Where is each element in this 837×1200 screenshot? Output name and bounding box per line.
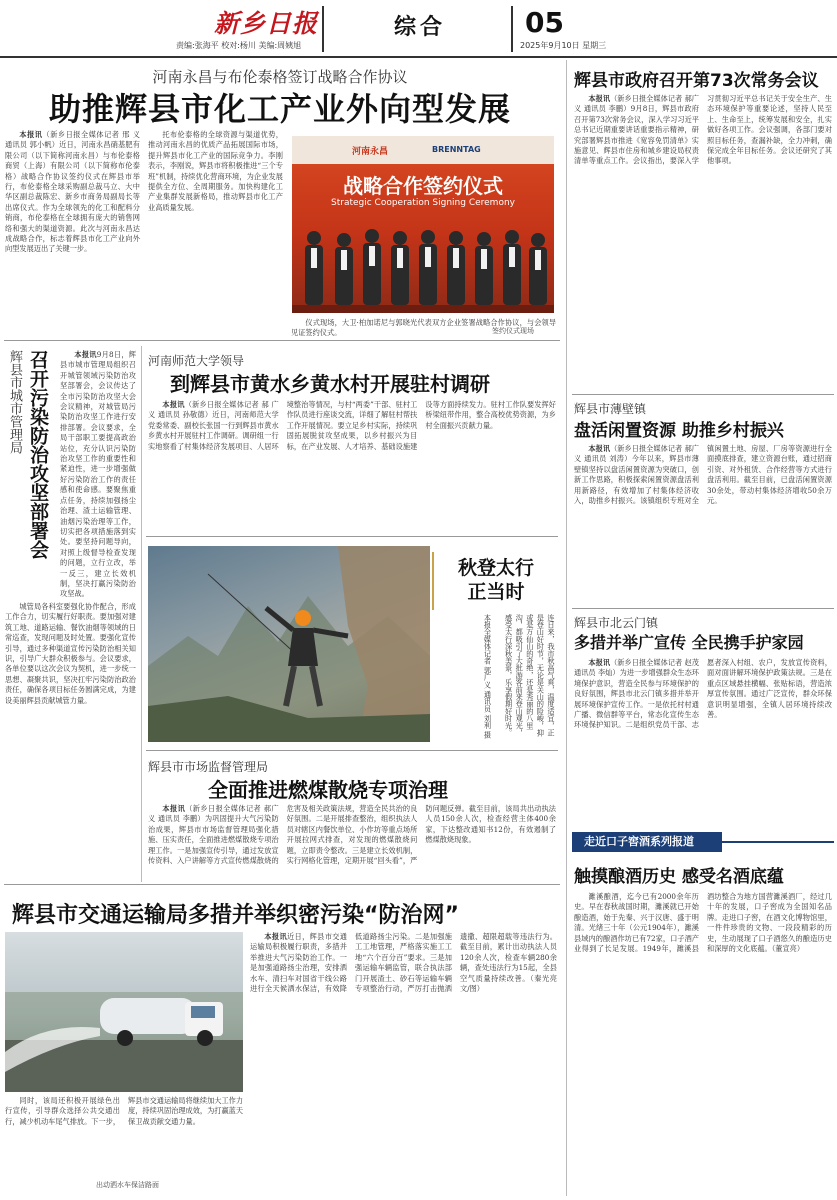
article1-col1: 本报讯（新乡日报全媒体记者 邢 义 通讯员 郭小帆）近日，河南永昌硝基肥有限公司（以下简称河南永昌）与布伦泰格商贸（上海）有限公司（以下简称布伦泰格）战略合作协议签约仪式在辉县市举行，布伦泰格全球采购副总裁马立、大中华区副总裁陈宏、新乡市商务局副局长等出席仪式。作为全球领先的化工和配料分销商，布伦泰格在全球拥有庞大的销售网络和强大的渠道资源。此次与河南永昌达成战略合作，标志着辉县市化工产业向外向型发展迈出了关键一步。 (5, 130, 140, 254)
article2-body: 本报讯9月8日，辉县市城市管理局组织召开城管领域污染防治攻坚部署会，会议传达了全市污染防治攻坚大会会议精神，对城管局污染防治攻坚工作进行安排部署。会议要求，全局干部职工要提高政治站位，充分认识污染防治攻坚工作的重要性和紧迫性，进一步增强做好污染防治工作的责任感和使命感。要聚焦重点任务，持续加强扬尘治理、渣土运输管理、油烟污染治理等工作，切实把各项措施落到实处。要坚持问题导向，对照上级督导检查发现的问题，立行立改，举一反三，建立长效机制，坚决打赢污染防治攻坚战。 (60, 350, 136, 598)
article5-headline: 辉县市交通运输局多措并举织密污染“防治网” (12, 903, 459, 928)
article9-headline: 触摸酿酒历史 感受名酒底蕴 (574, 867, 784, 887)
backdrop-title-en: Strategic Cooperation Signing Ceremony (331, 198, 515, 208)
article2-vertical-subtitle: 辉县市城市管理局 (7, 350, 22, 454)
paper-logo: 新乡日报 (214, 9, 319, 38)
article2-body-cont: 城管局各科室要强化协作配合，形成工作合力，切实履行好职责。要加强对建筑工地、道路运输、餐饮油烟等领域的日常巡查，发现问题及时处置。要强化宣传引导，通过多种渠道宣传污染防治相关知识，引导广大群众积极参与。会议要求，各单位要以这次会议为契机，进一步统一思想、凝聚共识，坚决扛牢污染防治政治责任，确保各项目标任务圆满完成，为建设美丽辉县贡献城管力量。 (5, 602, 136, 705)
masthead (0, 0, 837, 58)
article8-headline: 多措并举广宣传 全民携手护家园 (574, 633, 804, 652)
article1-headline: 助推辉县市化工产业外向型发展 (48, 90, 511, 128)
mountain-climber-photo (148, 546, 430, 742)
article1-col2: 托布伦泰格的全球资源与渠道优势，推动河南永昌的优质产品拓展国际市场，提升辉县市化工产业的国际竞争力。李刚表示，李刚说，辉县市将积极推进“三个专班”机制，持续优化营商环境，为企业发展提供全方位、全周期服务。加快构建化工产业集群发展新格局，推动辉县市化工产业高质量发展。 (148, 130, 283, 212)
photo-feature-body: 连日来，我市秋高气爽，温度适宜，正是登山好时节，无论是关山的险峻，抑或是万仙山的奇绝，还是秀丽的八里沟，都吸引了大批游客前来登山观光，感受太行深秋美景，乐享假期好时光。 本报全媒体记者 郭广义 通讯员 刘利 摄 (483, 614, 556, 739)
column-divider-a2 (141, 346, 142, 882)
masthead-divider-right (511, 6, 513, 52)
divider-a1 (4, 340, 560, 341)
editors-line: 责编:张海平 校对:杨川 美编:周姨旭 (176, 41, 302, 50)
divider-a7 (572, 608, 834, 609)
article1-kicker: 河南永昌与布伦泰格签订战略合作协议 (152, 68, 408, 86)
article4-kicker: 辉县市市场监督管理局 (148, 760, 269, 774)
divider-a6 (572, 394, 834, 395)
divider-a4 (4, 884, 560, 885)
series-banner-line (722, 841, 834, 843)
issue-date: 2025年9月10日 星期三 (520, 41, 607, 50)
article8-body: 本报讯（新乡日报全媒体记者 赵茂 通讯员 李灿）为进一步增强群众生态环境保护意识，营造全民参与环境保护的良好氛围，辉县市北云门镇多措并举开展环境保护宣传工作。一是依托村村通广播、微信群等平台，常态化宣传生态环境保护知识。二是组织党员干部、志愿者深入村组、农户，发放宣传资料，面对面讲解环境保护政策法规。三是在重点区域悬挂横幅、张贴标语，营造浓厚宣传氛围。通过广泛宣传，群众环保意识明显增强，全镇人居环境持续改善。 (574, 658, 832, 730)
article9-body: 濉溪酿酒，迄今已有2000余年历史。早在春秋战国时期，濉溪就已开始酿造酒，始于先秦、兴于汉唐、盛于明清。光绪三十年（公元1904年），濉溪县域内的酿酒作坊已有72家，口子酒产业得到了长足发展。1949年，濉溪县酒坊整合为地方国营濉溪酒厂，经过几十年的发展，口子窖成为全国知名品牌。走进口子窖，在酒文化博物馆里，一件件珍贵的文物、一段段精彩的历史，生动展现了口子酒悠久的酿造历史和深厚的文化底蕴。（董宣亮） (574, 892, 832, 954)
article7-body: 本报讯（新乡日报全媒体记者 郝广义 通讯员 刘涛）今年以来，辉县市薄壁镇坚持以盘活闲置资源为突破口，创新工作思路，积极探索闲置资源盘活利用新路径，有效增加了村集体经济收入，助推乡村振兴。该镇组织专班对全镇闲置土地、房屋、厂房等资源进行全面摸底排查，建立资源台账，通过招商引资、对外租赁、合作经营等方式进行盘活利用。截至目前，已盘活闲置资源30余处，带动村集体经济增收50余万元。 (574, 444, 832, 506)
brand-logo-1: 河南永昌 (352, 147, 389, 157)
article3-body: 本报讯（新乡日报全媒体记者 郝 广义 通讯员 孙敬德）近日，河南师范大学党委常委、副校长张国一行到辉县市黄水乡黄水村开展驻村工作调研。调研组一行实地察看了村集体经济发展项目、人居环境整治等情况，与村“两委”干部、驻村工作队员进行座谈交流，详细了解驻村帮扶工作开展情况。要立足乡村实际，持续巩固拓展脱贫攻坚成果，以乡村振兴为目标，在产业发展、人才培养、基础设施建设等方面持续发力。驻村工作队要发挥好桥梁纽带作用，整合高校优势资源，为乡村全面振兴贡献力量。 (148, 400, 556, 451)
section-name: 综合 (394, 15, 447, 40)
masthead-rule (0, 56, 837, 58)
article6-headline: 辉县市政府召开第73次常务会议 (574, 71, 819, 91)
article6-body: 本报讯（新乡日报全媒体记者 郝广义 通讯员 李鹏）9月8日，辉县市政府召开第73次常务会议，深入学习习近平总书记近期重要讲话重要指示精神，研究部署辉县市推进《宽容免罚清单》实施意见、辉县市住房和城乡建设局权责清单等重点工作。会议指出，要深入学习贯彻习近平总书记关于安全生产、生态环境保护等重要论述，坚持人民至上、生命至上，统筹发展和安全，扎实做好各项工作。会议强调，各部门要对照目标任务，查漏补缺，全力冲刺，确保完成全年目标任务。会议还研究了其他事项。 (574, 94, 832, 166)
article4-body: 本报讯（新乡日报全媒体记者 郝广义 通讯员 李鹏）为巩固提升大气污染防治成果，辉县市市场监督管理局强化措施、压实责任，全面推进燃煤散烧专项治理工作。一是加强宣传引导，通过发放宣传资料、入户讲解等方式宣传燃煤散烧的危害及相关政策法规，营造全民共治的良好氛围。二是开展排查整治，组织执法人员对辖区内餐饮单位、小作坊等重点场所开展拉网式排查，对发现的燃煤散烧问题，立即责令整改。三是建立长效机制，实行网格化管理，定期开展“回头看”，严防问题反弹。截至目前，该局共出动执法人员150余人次，检查经营主体400余家，下达整改通知书12份，有效遏制了燃煤散烧现象。 (148, 804, 556, 866)
sprinkler-truck-photo (5, 932, 243, 1092)
article3-kicker: 河南师范大学领导 (148, 354, 245, 368)
article5-photo-caption: 出动洒水车保洁路面 (96, 1181, 159, 1189)
article3-headline: 到辉县市黄水乡黄水村开展驻村调研 (170, 372, 490, 396)
masthead-divider-left (322, 6, 324, 52)
series-banner: 走近口子窖酒系列报道 (572, 832, 722, 852)
article8-kicker: 辉县市北云门镇 (574, 616, 659, 630)
brand-logo-2: BRENNTAG (432, 145, 481, 154)
backdrop-title-cn: 战略合作签约仪式 (343, 174, 503, 198)
page-number: 05 (525, 6, 564, 39)
ceremony-people (292, 208, 554, 313)
column-divider-right (566, 60, 567, 1196)
article5-body: 本报讯近日，辉县市交通运输局积极履行职责，多措并举推进大气污染防治工作。一是加强道路扬尘治理，安排洒水车、清扫车对国省干线公路进行全天候洒水保洁，有效降低道路扬尘污染。二是加强施工工地管理，严格落实施工工地“六个百分百”要求。三是加强运输车辆监管，联合执法部门开展渣土、砂石等运输车辆专项整治行动，严厉打击抛洒遗撒、超限超载等违法行为。截至目前，累计出动执法人员120余人次，检查车辆280余辆，查处违法行为15起，全县空气质量持续改善。（秦光亮 文/图） (250, 932, 557, 994)
article7-headline: 盘活闲置资源 助推乡村振兴 (574, 421, 784, 441)
article1-col3: 仪式现场，大卫·柏加诺尼与郭晓光代表双方企业签署战略合作协议，与会领导见证签约仪式。 (291, 318, 556, 338)
article5-body-left: 同时，该局还积极开展绿色出行宣传，引导群众选择公共交通出行，减少机动车尾气排放。下一步，辉县市交通运输局将继续加大工作力度，持续巩固治理成效，为打赢蓝天保卫战贡献交通力量。 (5, 1096, 243, 1126)
divider-a3 (146, 536, 558, 537)
article4-headline: 全面推进燃煤散烧专项治理 (208, 778, 448, 802)
article1-photo-caption: 签约仪式现场 (492, 327, 534, 335)
divider-photo (146, 750, 558, 751)
article7-kicker: 辉县市薄壁镇 (574, 402, 647, 416)
article2-vertical-headline: 召开污染防治攻坚部署会 (27, 350, 49, 559)
signing-ceremony-photo (292, 136, 554, 313)
photo-feature-title: 秋登太行正当时 (457, 557, 534, 603)
